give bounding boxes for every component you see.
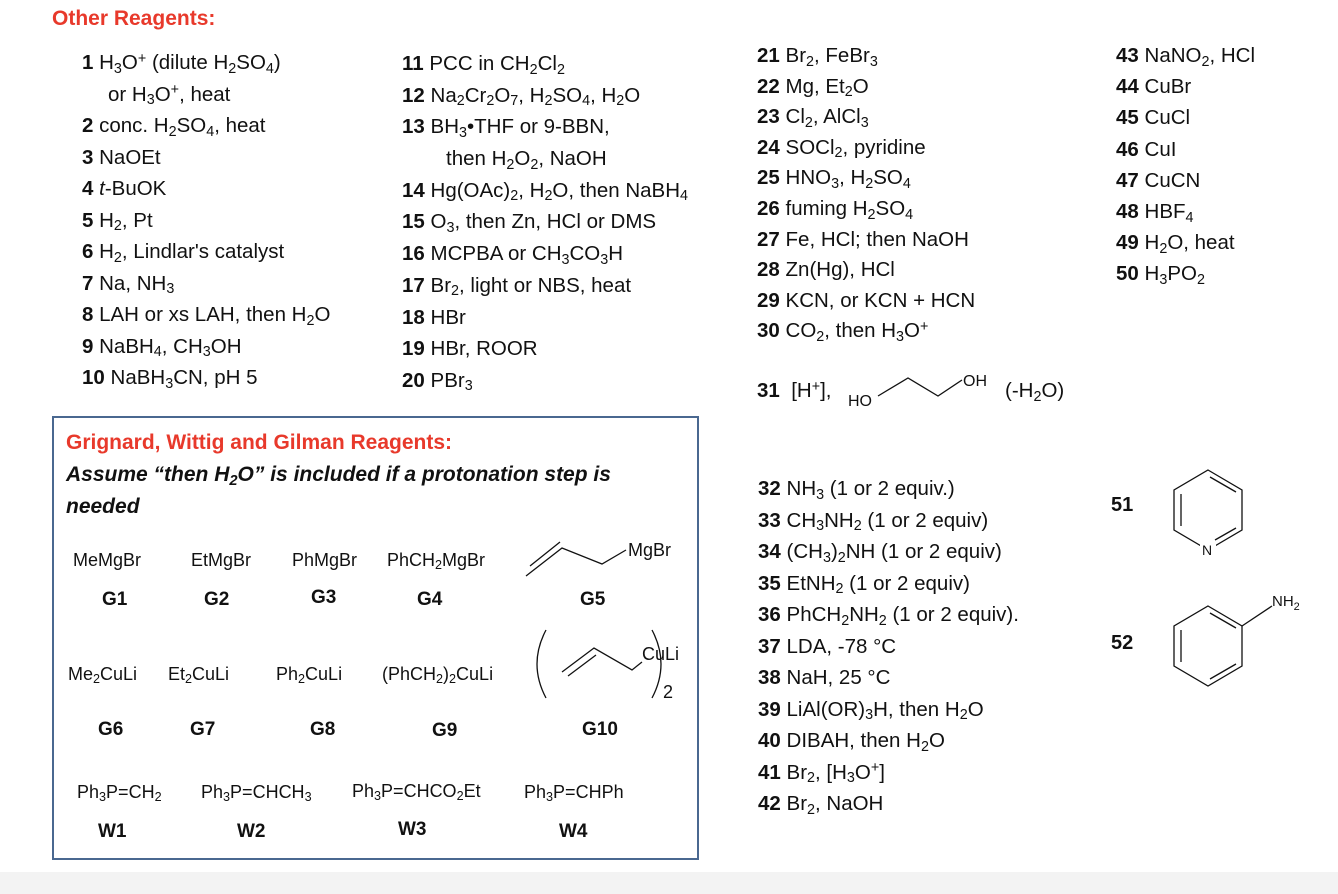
reagent-item <box>402 270 688 302</box>
reagent-number: 44 <box>1116 75 1139 99</box>
reagent-item <box>758 757 1019 789</box>
reagent-item <box>402 80 688 112</box>
reagent-g4-formula: PhCH$_2$MgBr <box>387 550 486 573</box>
reagent-number: 21 <box>757 44 780 67</box>
g10-subscript: 2 <box>663 682 674 702</box>
reagent-item <box>1116 71 1255 102</box>
reagent-text: $BH_3•THF$ or 9-BBN, <box>430 115 610 141</box>
reagent-text: $O_3$, then Zn, HCl or DMS <box>430 210 657 237</box>
reagent-item <box>402 48 688 80</box>
reagent-g10-formula: CuLi <box>642 644 680 664</box>
other-reagents-title: Other Reagents: <box>52 7 216 30</box>
reagent-text: then $H_2O_2$, NaOH <box>446 147 607 173</box>
label-w4: W4 <box>559 821 588 842</box>
reagent-number: 2 <box>82 114 94 137</box>
reagent-number: 29 <box>757 288 780 312</box>
reagent-item <box>82 268 330 300</box>
reagent-number: 45 <box>1116 106 1139 130</box>
reagent-text: $LiAl(OR)_3H$, then $H_2O$ <box>786 697 984 724</box>
reagent-g5-formula: MgBr <box>628 540 672 560</box>
reagent-text: PCC in $CH_2Cl_2$ <box>429 52 565 78</box>
reagent-number: 38 <box>758 666 781 689</box>
reagent-item <box>82 205 330 237</box>
reagent-g9-formula: $(PhCH_2)_2CuLi$ <box>382 664 494 687</box>
label-g2: G2 <box>204 589 230 610</box>
reagent-number: 32 <box>758 477 781 500</box>
label-g9: G9 <box>432 720 458 741</box>
box-note-line-1: Assume “then $H_2O$” is included if a protonation step is <box>66 463 611 489</box>
reagent-text: HBr <box>430 305 466 329</box>
reagent-item <box>757 285 975 316</box>
reagent-number: 17 <box>402 273 425 297</box>
reagent-text: $HBF_4$ <box>1144 199 1194 226</box>
reagent-item <box>402 111 688 143</box>
reagent-number: 4 <box>82 177 94 200</box>
box-note-line-2: needed <box>66 495 140 518</box>
reagent-number: 33 <box>758 508 781 532</box>
oh-label: OH <box>963 373 987 390</box>
reagent-item <box>757 224 975 255</box>
reagent-item <box>82 362 330 394</box>
reagent-number: 30 <box>757 319 780 343</box>
reagent-item <box>82 110 330 142</box>
reagent-item <box>758 694 1019 726</box>
reagent-item <box>82 47 330 79</box>
reagent-text: $Hg(OAc)_2$, $H_2O$, then NaBH$_4$ <box>430 178 689 205</box>
label-w1: W1 <box>98 821 127 842</box>
reagent-number: 26 <box>757 196 780 220</box>
reagent-item <box>82 79 330 111</box>
reagent-item <box>1116 196 1255 227</box>
label-g1: G1 <box>102 589 128 610</box>
reagent-item <box>757 254 975 285</box>
reagent-number: 12 <box>402 83 425 107</box>
reagent-number: 7 <box>82 271 94 295</box>
reagent-number: 41 <box>758 760 781 784</box>
reagent-item <box>1116 40 1255 71</box>
reagent-number: 39 <box>758 697 781 721</box>
reagent-item <box>1116 258 1255 289</box>
reagent-number: 20 <box>402 368 425 392</box>
reagent-number: 16 <box>402 242 425 266</box>
item-31-reagent: [H+], <box>791 378 832 402</box>
reagent-item <box>82 299 330 331</box>
label-g6: G6 <box>98 719 124 740</box>
reagent-w4-formula: $Ph_3P=CHPh$ <box>524 782 624 805</box>
reagent-number: 13 <box>402 115 425 139</box>
reagent-item <box>82 173 330 205</box>
reagent-number: 27 <box>757 227 780 251</box>
reagent-number: 8 <box>82 303 94 326</box>
reagent-item <box>82 236 330 268</box>
reagent-number: 36 <box>758 603 781 626</box>
reagent-g2-formula: EtMgBr <box>191 550 252 570</box>
label-g10: G10 <box>582 719 618 740</box>
reagent-text: fuming $H_2SO_4$ <box>785 196 914 223</box>
reagent-item <box>758 536 1019 568</box>
reagent-number: 49 <box>1116 231 1139 255</box>
reagent-number: 37 <box>758 634 781 658</box>
reagent-g6-formula: $Me_2CuLi$ <box>68 664 138 687</box>
reagent-column-5 <box>1116 40 1255 290</box>
reagent-number: 35 <box>758 571 781 595</box>
reagent-item <box>757 101 975 132</box>
reagent-text: $Na_2Cr_2O_7$, $H_2SO_4$, $H_2O$ <box>430 83 641 110</box>
structure-51-number: 51 <box>1111 494 1134 516</box>
reagent-number: 46 <box>1116 137 1139 161</box>
reagent-text: NaH, 25 °C <box>786 666 891 689</box>
grignard-wittig-gilman-box <box>52 416 699 860</box>
reagent-text: LDA, -78 °C <box>786 634 897 658</box>
item-31-tail: $(-H_2O)$ <box>1005 379 1065 405</box>
reagent-text: LAH or xs LAH, then $H_2O$ <box>99 303 331 329</box>
item-31-number: 31 <box>757 379 780 402</box>
aniline-structure <box>1160 584 1338 694</box>
reagent-number: 22 <box>757 74 780 98</box>
label-g5: G5 <box>580 589 606 610</box>
pyridine-nitrogen: N <box>1202 542 1213 558</box>
reagent-number: 19 <box>402 337 425 361</box>
reagent-column-4 <box>758 473 1019 820</box>
reagent-text: $H_2$, Pt <box>99 208 153 235</box>
reagent-w3-formula: $Ph_3P=CHCO_2Et$ <box>352 781 481 804</box>
reagent-g1-formula: MeMgBr <box>73 550 142 570</box>
reagent-text: EtNH$_2$ (1 or 2 equiv) <box>786 571 970 598</box>
reagent-item <box>402 175 688 207</box>
reagent-number: 14 <box>402 178 425 202</box>
reagent-number: 9 <box>82 334 94 358</box>
reagent-item <box>758 473 1019 505</box>
reagent-item <box>758 725 1019 757</box>
reagent-text: MCPBA or $CH_3CO_3H$ <box>430 242 624 268</box>
reagent-g7-formula: $Et_2CuLi$ <box>168 664 230 687</box>
reagent-text: HBr, ROOR <box>430 337 538 361</box>
reagent-text: $H_2$, Lindlar's catalyst <box>99 240 285 266</box>
reagent-number: 50 <box>1116 262 1139 286</box>
reagent-item <box>758 599 1019 631</box>
reagent-item <box>1116 165 1255 196</box>
reagent-text: PBr$_3$ <box>430 368 473 395</box>
reagent-w2-formula: $Ph_3P=CHCH_3$ <box>201 782 312 805</box>
reagent-number: 24 <box>757 135 780 159</box>
label-g4: G4 <box>417 589 443 610</box>
reagent-text: $Br_2$, $[H_3O^+]$ <box>786 760 885 787</box>
reagent-number: 3 <box>82 145 94 169</box>
reagent-item <box>1116 134 1255 165</box>
reagent-text: $Cl_2$, AlCl$_3$ <box>785 105 869 131</box>
ho-label: HO <box>848 393 872 410</box>
reagent-item <box>402 333 688 365</box>
reagent-text: $H_3O^+$ (dilute $H_2SO_4$) <box>99 50 281 77</box>
reagent-item <box>1116 102 1255 133</box>
reagent-item <box>758 788 1019 820</box>
aniline-amine-label: $NH_2$ <box>1272 593 1300 613</box>
label-g8: G8 <box>310 719 336 740</box>
reagent-g3-formula: PhMgBr <box>292 550 358 570</box>
reagent-item <box>402 238 688 270</box>
reagent-text: CuBr <box>1144 75 1192 99</box>
reagent-column-1 <box>82 47 330 394</box>
reagent-item <box>758 568 1019 600</box>
reagent-number: 28 <box>757 258 780 282</box>
reagent-number: 34 <box>758 540 781 563</box>
reagent-item <box>757 193 975 224</box>
pyridine-structure <box>1160 462 1260 562</box>
bottom-band <box>0 872 1338 894</box>
reagent-number: 47 <box>1116 168 1139 192</box>
reagent-text: $PhCH_2NH_2$ (1 or 2 equiv). <box>786 603 1019 629</box>
reagent-column-3 <box>757 40 975 346</box>
allyl-grignard-structure <box>520 534 692 584</box>
reagent-number: 23 <box>757 105 780 129</box>
reagent-text: Mg, $Et_2O$ <box>785 74 869 101</box>
label-g7: G7 <box>190 719 216 740</box>
reagent-item <box>757 315 975 346</box>
reagent-number: 15 <box>402 210 425 234</box>
label-w2: W2 <box>237 821 266 842</box>
reagent-text: KCN, or KCN + HCN <box>785 288 976 312</box>
reagent-w1-formula: $Ph_3P=CH_2$ <box>77 782 162 805</box>
reagent-item <box>757 71 975 102</box>
reagent-item <box>82 142 330 174</box>
reagent-text: NaNO$_2$, HCl <box>1144 44 1256 70</box>
reagent-item <box>402 143 688 175</box>
reagent-text: $H_3PO_2$ <box>1144 262 1205 288</box>
reagent-number: 6 <box>82 240 94 263</box>
structure-52-number: 52 <box>1111 632 1134 654</box>
reagent-text: NaBH$_3$CN, pH 5 <box>110 366 258 392</box>
reagent-text: $NH_3$ (1 or 2 equiv.) <box>786 477 955 503</box>
reagent-item-31 <box>757 375 832 407</box>
reagent-text: $Br_2$, light or NBS, heat <box>430 273 632 300</box>
reagent-g8-formula: $Ph_2CuLi$ <box>276 664 343 687</box>
reagent-item <box>402 302 688 334</box>
reagent-text: SOCl$_2$, pyridine <box>785 135 926 162</box>
reagent-number: 25 <box>757 166 780 190</box>
reagent-text: CuCN <box>1144 168 1201 192</box>
reagent-item <box>758 631 1019 663</box>
reagent-text: $(CH_3)_2NH$ (1 or 2 equiv) <box>786 540 1002 566</box>
allyl-cuprate-structure <box>532 626 702 704</box>
ethylene-glycol-structure <box>846 366 996 412</box>
reagent-number: 43 <box>1116 44 1139 67</box>
reagent-item <box>82 331 330 363</box>
reagent-item <box>758 505 1019 537</box>
reagent-number: 5 <box>82 208 94 232</box>
reagent-text: NaOEt <box>99 145 161 169</box>
reagent-text: Zn(Hg), HCl <box>785 258 895 282</box>
reagent-item <box>402 206 688 238</box>
reagent-item <box>757 40 975 71</box>
reagent-text: conc. $H_2SO_4$, heat <box>99 114 266 140</box>
box-title: Grignard, Wittig and Gilman Reagents: <box>66 431 453 454</box>
reagent-text: CuCl <box>1144 106 1191 130</box>
reagent-text: $Br_2$, FeBr$_3$ <box>785 44 878 70</box>
reagent-number: 18 <box>402 305 425 329</box>
reagent-number: 11 <box>402 52 424 75</box>
glycol-chain <box>878 378 962 396</box>
reagent-column-2 <box>402 48 688 397</box>
reagent-text: $HNO_3$, $H_2SO_4$ <box>785 166 911 192</box>
reagent-number: 42 <box>758 792 781 815</box>
label-g3: G3 <box>311 587 337 608</box>
reagent-text: DIBAH, then $H_2O$ <box>786 729 945 755</box>
reagent-text: Fe, HCl; then NaOH <box>785 227 969 251</box>
reagent-number: 48 <box>1116 199 1139 223</box>
reagent-item <box>757 132 975 163</box>
reagent-text: $CO_2$, then $H_3O^+$ <box>785 318 929 345</box>
reagent-item <box>758 662 1019 694</box>
reagent-item <box>1116 227 1255 258</box>
reagent-text: $Br_2$, NaOH <box>786 792 884 818</box>
label-w3: W3 <box>398 819 427 840</box>
reagent-text: NaBH$_4$, $CH_3OH$ <box>99 334 242 361</box>
reagent-text: $CH_3NH_2$ (1 or 2 equiv) <box>786 508 989 535</box>
reagent-item <box>402 365 688 397</box>
reagent-text: t-BuOK <box>99 177 167 200</box>
reagent-text: Na, $NH_3$ <box>99 271 175 298</box>
reagent-number: 10 <box>82 366 105 389</box>
reagent-text: $H_2O$, heat <box>1144 231 1235 257</box>
reagent-number: 1 <box>82 51 94 74</box>
reagent-item <box>757 162 975 193</box>
reagent-text: or $H_3O^+$, heat <box>108 82 231 109</box>
reagent-text: CuI <box>1144 137 1177 161</box>
reagent-number: 40 <box>758 729 781 752</box>
